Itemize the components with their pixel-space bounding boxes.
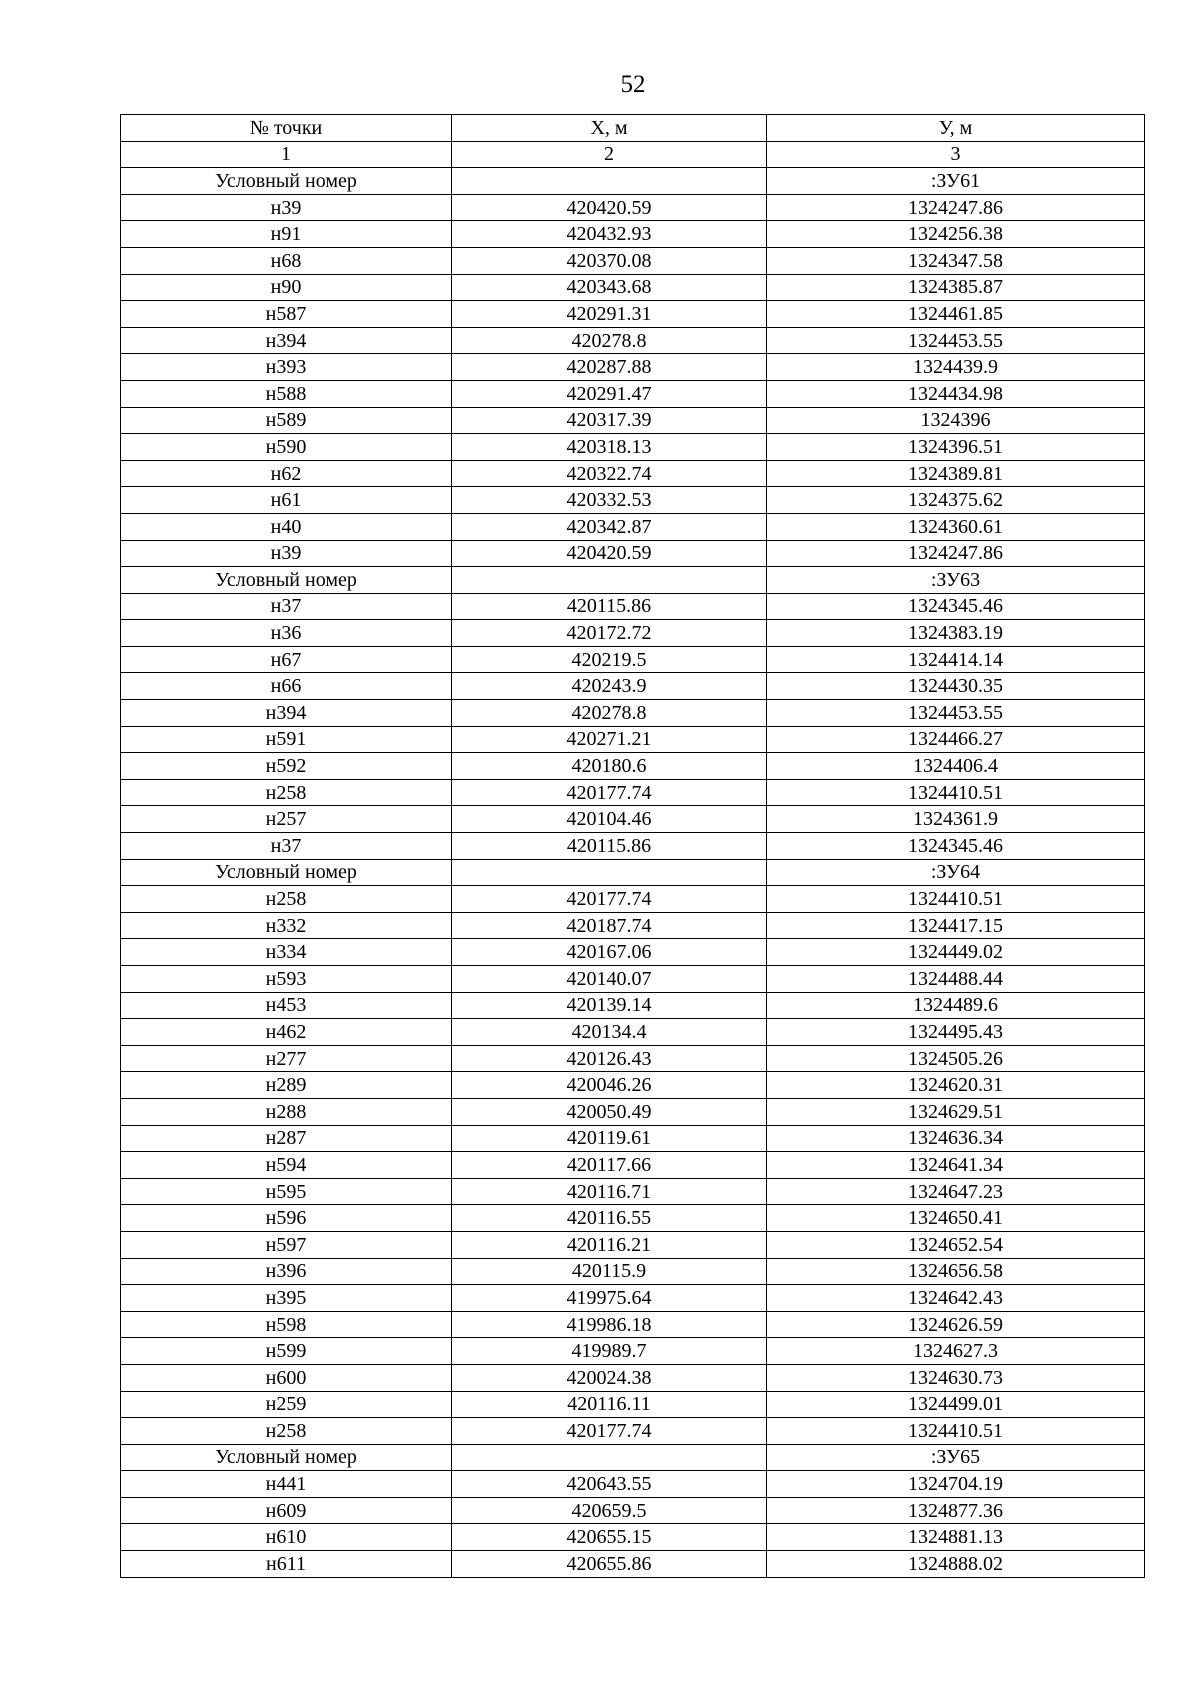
x-coordinate-cell: 420271.21 xyxy=(452,726,767,753)
y-coordinate-cell: 1324385.87 xyxy=(767,274,1145,301)
y-coordinate-cell: 1324505.26 xyxy=(767,1045,1145,1072)
x-coordinate-cell: 420187.74 xyxy=(452,912,767,939)
table-row xyxy=(121,1231,1145,1258)
point-number-cell: н590 xyxy=(121,434,452,461)
table-row xyxy=(121,1338,1145,1365)
y-coordinate-cell: 1324361.9 xyxy=(767,806,1145,833)
section-label-cell: Условный номер xyxy=(121,859,452,886)
y-coordinate-cell: 1324375.62 xyxy=(767,487,1145,514)
table-row xyxy=(121,434,1145,461)
section-number-cell: :ЗУ64 xyxy=(767,859,1145,886)
x-coordinate-cell: 420050.49 xyxy=(452,1098,767,1125)
y-coordinate-cell: 1324647.23 xyxy=(767,1178,1145,1205)
table-row xyxy=(121,833,1145,860)
table-row xyxy=(121,221,1145,248)
point-number-cell: н91 xyxy=(121,221,452,248)
page-number: 52 xyxy=(620,71,646,98)
y-coordinate-cell: 1324449.02 xyxy=(767,939,1145,966)
x-coordinate-cell: 420024.38 xyxy=(452,1364,767,1391)
table-row xyxy=(121,1311,1145,1338)
point-number-cell: н36 xyxy=(121,620,452,647)
table-row xyxy=(121,1418,1145,1445)
x-coordinate-cell: 420655.86 xyxy=(452,1551,767,1578)
header-point-number: № точки xyxy=(121,115,452,142)
x-coordinate-cell: 420342.87 xyxy=(452,513,767,540)
point-number-cell: н39 xyxy=(121,540,452,567)
table-row xyxy=(121,700,1145,727)
point-number-cell: н68 xyxy=(121,247,452,274)
x-coordinate-cell: 420180.6 xyxy=(452,753,767,780)
point-number-cell: н587 xyxy=(121,301,452,328)
y-coordinate-cell: 1324466.27 xyxy=(767,726,1145,753)
section-label-cell: Условный номер xyxy=(121,1444,452,1471)
x-coordinate-cell: 420119.61 xyxy=(452,1125,767,1152)
table-row xyxy=(121,194,1145,221)
table-row xyxy=(121,912,1145,939)
table-row xyxy=(121,274,1145,301)
y-coordinate-cell: 1324439.9 xyxy=(767,354,1145,381)
point-number-cell: н610 xyxy=(121,1524,452,1551)
y-coordinate-cell: 1324488.44 xyxy=(767,966,1145,993)
y-coordinate-cell: 1324627.3 xyxy=(767,1338,1145,1365)
x-coordinate-cell: 420643.55 xyxy=(452,1471,767,1498)
point-number-cell: н589 xyxy=(121,407,452,434)
x-coordinate-cell: 420655.15 xyxy=(452,1524,767,1551)
table-row xyxy=(121,540,1145,567)
table-row xyxy=(121,779,1145,806)
x-coordinate-cell: 420116.55 xyxy=(452,1205,767,1232)
x-coordinate-cell: 420177.74 xyxy=(452,1418,767,1445)
table-row xyxy=(121,593,1145,620)
y-coordinate-cell: 1324881.13 xyxy=(767,1524,1145,1551)
point-number-cell: н462 xyxy=(121,1019,452,1046)
x-coordinate-cell: 420432.93 xyxy=(452,221,767,248)
x-coordinate-cell: 420116.71 xyxy=(452,1178,767,1205)
column-number-cell: 2 xyxy=(452,141,767,168)
point-number-cell: н394 xyxy=(121,700,452,727)
y-coordinate-cell: 1324345.46 xyxy=(767,593,1145,620)
x-coordinate-cell: 420116.11 xyxy=(452,1391,767,1418)
point-number-cell: н453 xyxy=(121,992,452,1019)
x-coordinate-cell: 420659.5 xyxy=(452,1497,767,1524)
x-coordinate-cell: 420117.66 xyxy=(452,1152,767,1179)
x-coordinate-cell: 420177.74 xyxy=(452,886,767,913)
point-number-cell: н287 xyxy=(121,1125,452,1152)
x-coordinate-cell: 420167.06 xyxy=(452,939,767,966)
x-coordinate-cell: 420126.43 xyxy=(452,1045,767,1072)
table-row xyxy=(121,1258,1145,1285)
table-row xyxy=(121,1391,1145,1418)
point-number-cell: н441 xyxy=(121,1471,452,1498)
x-coordinate-cell: 420046.26 xyxy=(452,1072,767,1099)
table-row xyxy=(121,646,1145,673)
point-number-cell: н67 xyxy=(121,646,452,673)
y-coordinate-cell: 1324453.55 xyxy=(767,700,1145,727)
table-row xyxy=(121,1364,1145,1391)
point-number-cell: н594 xyxy=(121,1152,452,1179)
table-body xyxy=(121,115,1145,1578)
point-number-cell: н396 xyxy=(121,1258,452,1285)
y-coordinate-cell: 1324650.41 xyxy=(767,1205,1145,1232)
y-coordinate-cell: 1324877.36 xyxy=(767,1497,1145,1524)
table-row xyxy=(121,1285,1145,1312)
y-coordinate-cell: 1324888.02 xyxy=(767,1551,1145,1578)
table-row xyxy=(121,301,1145,328)
table-row xyxy=(121,1045,1145,1072)
y-coordinate-cell: 1324495.43 xyxy=(767,1019,1145,1046)
y-coordinate-cell: 1324430.35 xyxy=(767,673,1145,700)
x-coordinate-cell: 420343.68 xyxy=(452,274,767,301)
y-coordinate-cell: 1324636.34 xyxy=(767,1125,1145,1152)
point-number-cell: н90 xyxy=(121,274,452,301)
y-coordinate-cell: 1324414.14 xyxy=(767,646,1145,673)
table-row xyxy=(121,753,1145,780)
point-number-cell: н394 xyxy=(121,327,452,354)
x-coordinate-cell: 420172.72 xyxy=(452,620,767,647)
point-number-cell: н609 xyxy=(121,1497,452,1524)
x-coordinate-cell: 420116.21 xyxy=(452,1231,767,1258)
table-row xyxy=(121,380,1145,407)
table-row xyxy=(121,513,1145,540)
y-coordinate-cell: 1324642.43 xyxy=(767,1285,1145,1312)
point-number-cell: н277 xyxy=(121,1045,452,1072)
point-number-cell: н258 xyxy=(121,779,452,806)
table-row xyxy=(121,354,1145,381)
coordinates-table xyxy=(120,114,1145,1578)
y-coordinate-cell: 1324453.55 xyxy=(767,327,1145,354)
y-coordinate-cell: 1324652.54 xyxy=(767,1231,1145,1258)
y-coordinate-cell: 1324247.86 xyxy=(767,194,1145,221)
point-number-cell: н393 xyxy=(121,354,452,381)
table-row xyxy=(121,1152,1145,1179)
column-number-row xyxy=(121,141,1145,168)
table-row xyxy=(121,620,1145,647)
x-coordinate-cell: 420177.74 xyxy=(452,779,767,806)
point-number-cell: н611 xyxy=(121,1551,452,1578)
point-number-cell: н288 xyxy=(121,1098,452,1125)
y-coordinate-cell: 1324499.01 xyxy=(767,1391,1145,1418)
point-number-cell: н593 xyxy=(121,966,452,993)
y-coordinate-cell: 1324383.19 xyxy=(767,620,1145,647)
point-number-cell: н62 xyxy=(121,460,452,487)
header-x-coordinate: X, м xyxy=(452,115,767,142)
table-row xyxy=(121,1125,1145,1152)
section-row xyxy=(121,859,1145,886)
table-row xyxy=(121,726,1145,753)
point-number-cell: н61 xyxy=(121,487,452,514)
y-coordinate-cell: 1324389.81 xyxy=(767,460,1145,487)
table-row xyxy=(121,460,1145,487)
y-coordinate-cell: 1324406.4 xyxy=(767,753,1145,780)
x-coordinate-cell: 420291.31 xyxy=(452,301,767,328)
point-number-cell: н258 xyxy=(121,1418,452,1445)
table-row xyxy=(121,487,1145,514)
y-coordinate-cell: 1324347.58 xyxy=(767,247,1145,274)
x-coordinate-cell: 420318.13 xyxy=(452,434,767,461)
x-coordinate-cell: 420291.47 xyxy=(452,380,767,407)
x-coordinate-cell: 420104.46 xyxy=(452,806,767,833)
x-coordinate-cell: 420278.8 xyxy=(452,327,767,354)
x-coordinate-cell: 419989.7 xyxy=(452,1338,767,1365)
x-coordinate-cell: 420278.8 xyxy=(452,700,767,727)
y-coordinate-cell: 1324629.51 xyxy=(767,1098,1145,1125)
x-coordinate-cell: 420322.74 xyxy=(452,460,767,487)
y-coordinate-cell: 1324626.59 xyxy=(767,1311,1145,1338)
table-row xyxy=(121,1471,1145,1498)
section-label-cell: Условный номер xyxy=(121,168,452,195)
y-coordinate-cell: 1324434.98 xyxy=(767,380,1145,407)
table-row xyxy=(121,992,1145,1019)
point-number-cell: н66 xyxy=(121,673,452,700)
y-coordinate-cell: 1324641.34 xyxy=(767,1152,1145,1179)
y-coordinate-cell: 1324247.86 xyxy=(767,540,1145,567)
y-coordinate-cell: 1324417.15 xyxy=(767,912,1145,939)
x-coordinate-cell: 420115.86 xyxy=(452,593,767,620)
header-y-coordinate: У, м xyxy=(767,115,1145,142)
x-coordinate-cell: 420370.08 xyxy=(452,247,767,274)
point-number-cell: н595 xyxy=(121,1178,452,1205)
x-coordinate-cell: 419975.64 xyxy=(452,1285,767,1312)
point-number-cell: н596 xyxy=(121,1205,452,1232)
y-coordinate-cell: 1324360.61 xyxy=(767,513,1145,540)
column-number-cell: 3 xyxy=(767,141,1145,168)
point-number-cell: н257 xyxy=(121,806,452,833)
table-row xyxy=(121,407,1145,434)
point-number-cell: н395 xyxy=(121,1285,452,1312)
table-row xyxy=(121,1524,1145,1551)
point-number-cell: н334 xyxy=(121,939,452,966)
point-number-cell: н598 xyxy=(121,1311,452,1338)
x-coordinate-cell xyxy=(452,859,767,886)
x-coordinate-cell xyxy=(452,567,767,594)
table-row xyxy=(121,1098,1145,1125)
section-row xyxy=(121,567,1145,594)
table-row xyxy=(121,247,1145,274)
point-number-cell: н591 xyxy=(121,726,452,753)
point-number-cell: н258 xyxy=(121,886,452,913)
table-row xyxy=(121,966,1145,993)
y-coordinate-cell: 1324410.51 xyxy=(767,886,1145,913)
table-row xyxy=(121,1178,1145,1205)
table-row xyxy=(121,1497,1145,1524)
section-number-cell: :ЗУ65 xyxy=(767,1444,1145,1471)
y-coordinate-cell: 1324704.19 xyxy=(767,1471,1145,1498)
table-row xyxy=(121,673,1145,700)
y-coordinate-cell: 1324256.38 xyxy=(767,221,1145,248)
x-coordinate-cell: 420332.53 xyxy=(452,487,767,514)
x-coordinate-cell: 420134.4 xyxy=(452,1019,767,1046)
point-number-cell: н588 xyxy=(121,380,452,407)
y-coordinate-cell: 1324410.51 xyxy=(767,1418,1145,1445)
y-coordinate-cell: 1324656.58 xyxy=(767,1258,1145,1285)
point-number-cell: н37 xyxy=(121,833,452,860)
table-header-row xyxy=(121,115,1145,142)
section-label-cell: Условный номер xyxy=(121,567,452,594)
point-number-cell: н37 xyxy=(121,593,452,620)
section-row xyxy=(121,168,1145,195)
point-number-cell: н259 xyxy=(121,1391,452,1418)
table-row xyxy=(121,327,1145,354)
x-coordinate-cell: 420219.5 xyxy=(452,646,767,673)
section-row xyxy=(121,1444,1145,1471)
x-coordinate-cell: 420140.07 xyxy=(452,966,767,993)
x-coordinate-cell: 420420.59 xyxy=(452,194,767,221)
x-coordinate-cell: 420115.86 xyxy=(452,833,767,860)
y-coordinate-cell: 1324620.31 xyxy=(767,1072,1145,1099)
y-coordinate-cell: 1324345.46 xyxy=(767,833,1145,860)
point-number-cell: н600 xyxy=(121,1364,452,1391)
y-coordinate-cell: 1324461.85 xyxy=(767,301,1145,328)
y-coordinate-cell: 1324630.73 xyxy=(767,1364,1145,1391)
point-number-cell: н332 xyxy=(121,912,452,939)
y-coordinate-cell: 1324396 xyxy=(767,407,1145,434)
table-row xyxy=(121,1019,1145,1046)
section-number-cell: :ЗУ61 xyxy=(767,168,1145,195)
x-coordinate-cell: 420139.14 xyxy=(452,992,767,1019)
point-number-cell: н597 xyxy=(121,1231,452,1258)
y-coordinate-cell: 1324396.51 xyxy=(767,434,1145,461)
x-coordinate-cell: 419986.18 xyxy=(452,1311,767,1338)
column-number-cell: 1 xyxy=(121,141,452,168)
table-row xyxy=(121,806,1145,833)
table-row xyxy=(121,939,1145,966)
x-coordinate-cell: 420243.9 xyxy=(452,673,767,700)
x-coordinate-cell: 420420.59 xyxy=(452,540,767,567)
point-number-cell: н592 xyxy=(121,753,452,780)
section-number-cell: :ЗУ63 xyxy=(767,567,1145,594)
y-coordinate-cell: 1324489.6 xyxy=(767,992,1145,1019)
point-number-cell: н40 xyxy=(121,513,452,540)
x-coordinate-cell: 420317.39 xyxy=(452,407,767,434)
y-coordinate-cell: 1324410.51 xyxy=(767,779,1145,806)
x-coordinate-cell xyxy=(452,168,767,195)
x-coordinate-cell: 420115.9 xyxy=(452,1258,767,1285)
table-row xyxy=(121,886,1145,913)
x-coordinate-cell: 420287.88 xyxy=(452,354,767,381)
point-number-cell: н289 xyxy=(121,1072,452,1099)
point-number-cell: н39 xyxy=(121,194,452,221)
table-row xyxy=(121,1551,1145,1578)
x-coordinate-cell xyxy=(452,1444,767,1471)
point-number-cell: н599 xyxy=(121,1338,452,1365)
table-row xyxy=(121,1072,1145,1099)
table-row xyxy=(121,1205,1145,1232)
